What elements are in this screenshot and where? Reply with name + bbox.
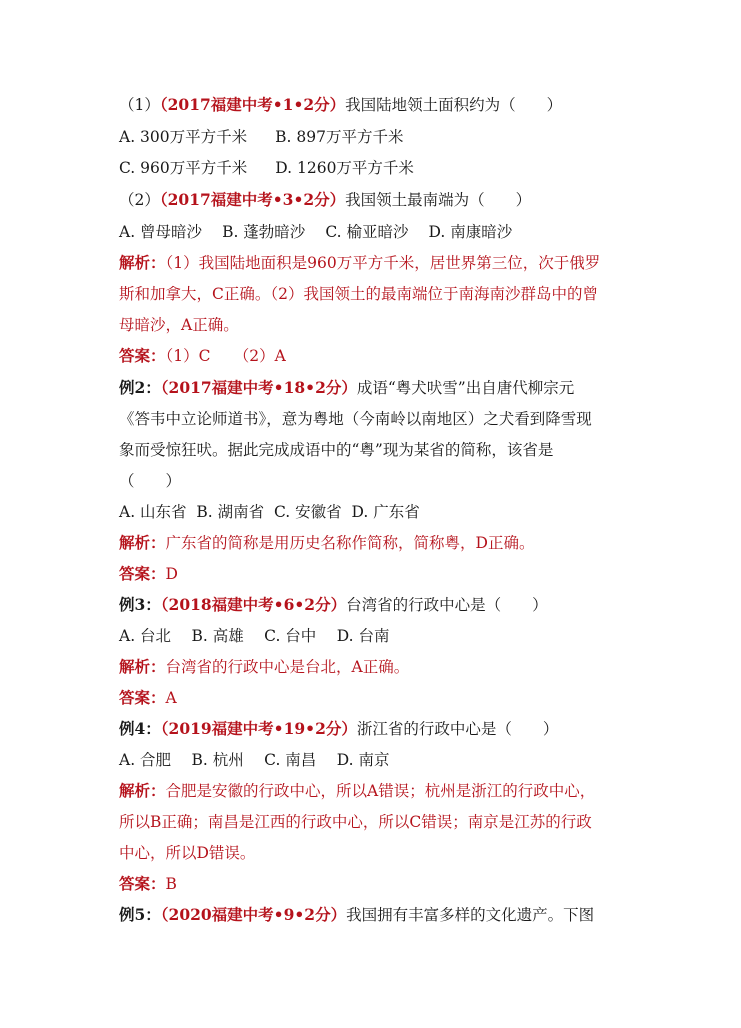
q1-number: （1） — [119, 96, 160, 114]
ex4-answer-label: 答案： — [119, 874, 166, 893]
q2-option-b: B. 蓬勃暗沙 — [222, 223, 306, 241]
ex4-label: 例4： — [119, 719, 161, 738]
q1-source: （2017福建中考•1•2分） — [159, 95, 346, 114]
ex2-stem-line4: （ ） — [119, 472, 182, 490]
ex3-label: 例3： — [119, 595, 161, 614]
ex3-explanation-text: 台湾省的行政中心是台北，A正确。 — [165, 658, 410, 676]
ex5-stem — [119, 905, 594, 925]
ex4-explanation-line1 — [119, 781, 595, 801]
q1-options-row2 — [119, 158, 414, 178]
ex3-explanation — [119, 657, 409, 677]
ex3-answer — [119, 688, 177, 708]
ex4-explanation-line2: 所以B正确；南昌是江西的行政中心，所以C错误；南京是江苏的行政 — [119, 813, 592, 831]
ex4-stem — [119, 719, 558, 739]
ex2-options: A. 山东省 B. 湖南省 C. 安徽省 D. 广东省 — [119, 503, 420, 521]
ex3-stem — [119, 595, 548, 615]
ex2-stem-line2: 《答韦中立论师道书》，意为粤地（今南岭以南地区）之犬看到降雪现 — [119, 410, 592, 428]
a1-explanation-text1: （1）我国陆地面积是960万平方千米，居世界第三位，次于俄罗 — [165, 254, 601, 272]
ex2-answer-label: 答案： — [119, 564, 166, 583]
q1-option-c: C. 960万平方千米 — [119, 159, 248, 177]
ex2-answer — [119, 564, 178, 584]
ex2-stem-line3: 象而受惊狂吠。据此完成成语中的“粤”现为某省的简称，该省是 — [119, 441, 554, 459]
ex4-text: 浙江省的行政中心是（ ） — [356, 720, 559, 738]
q1-options-row1 — [119, 127, 403, 147]
a1-answer-value: （1）C （2）A — [165, 347, 286, 365]
q2-source: （2017福建中考•3•2分） — [159, 190, 346, 209]
ex4-answer-value: B — [165, 875, 177, 893]
ex2-stem-line1 — [119, 378, 574, 398]
q2-option-a: A. 曾母暗沙 — [119, 223, 203, 241]
q1-option-d: D. 1260万平方千米 — [275, 159, 414, 177]
q1-option-b: B. 897万平方千米 — [275, 128, 404, 146]
q2-stem — [119, 190, 531, 210]
q2-option-c: C. 榆亚暗沙 — [325, 223, 409, 241]
ex4-source: （2019福建中考•19•2分） — [160, 719, 357, 738]
q2-option-d: D. 南康暗沙 — [428, 223, 513, 241]
ex3-explanation-label: 解析： — [119, 657, 166, 676]
ex4-options: A. 合肥 B. 杭州 C. 南昌 D. 南京 — [119, 751, 390, 769]
ex5-label: 例5： — [119, 905, 161, 924]
q1-stem — [119, 95, 562, 115]
ex5-text: 我国拥有丰富多样的文化遗产。下图 — [346, 906, 595, 924]
ex2-source: （2017福建中考•18•2分） — [160, 378, 357, 397]
a1-explanation-line1 — [119, 253, 600, 273]
ex2-text1: 成语“粤犬吠雪”出自唐代柳宗元 — [356, 379, 575, 397]
a1-explanation-line2: 斯和加拿大，C正确。（2）我国领土的最南端位于南海南沙群岛中的曾 — [119, 285, 598, 303]
ex2-answer-value: D — [165, 565, 178, 583]
q2-options — [119, 222, 512, 242]
ex4-explanation-line3: 中心，所以D错误。 — [119, 844, 256, 862]
ex3-answer-value: A — [165, 689, 177, 707]
q1-text: 我国陆地领土面积约为（ ） — [345, 96, 563, 114]
ex4-explanation-text1: 合肥是安徽的行政中心，所以A错误；杭州是浙江的行政中心， — [165, 782, 596, 800]
ex4-answer — [119, 874, 177, 894]
q1-option-a: A. 300万平方千米 — [119, 128, 248, 146]
ex2-explanation — [119, 533, 534, 553]
a1-explanation-label: 解析： — [119, 253, 166, 272]
ex3-source: （2018福建中考•6•2分） — [160, 595, 347, 614]
ex2-explanation-text: 广东省的简称是用历史名称作简称，简称粤，D正确。 — [165, 534, 535, 552]
ex2-label: 例2： — [119, 378, 161, 397]
ex3-options: A. 台北 B. 高雄 C. 台中 D. 台南 — [119, 627, 390, 645]
q2-number: （2） — [119, 191, 160, 209]
q2-text: 我国领土最南端为（ ） — [345, 191, 532, 209]
ex2-explanation-label: 解析： — [119, 533, 166, 552]
ex3-answer-label: 答案： — [119, 688, 166, 707]
a1-answer — [119, 346, 286, 366]
a1-explanation-line3: 母暗沙，A正确。 — [119, 316, 239, 334]
a1-answer-label: 答案： — [119, 346, 166, 365]
ex3-text: 台湾省的行政中心是（ ） — [346, 596, 548, 614]
ex4-explanation-label: 解析： — [119, 781, 166, 800]
ex5-source: （2020福建中考•9•2分） — [160, 905, 347, 924]
